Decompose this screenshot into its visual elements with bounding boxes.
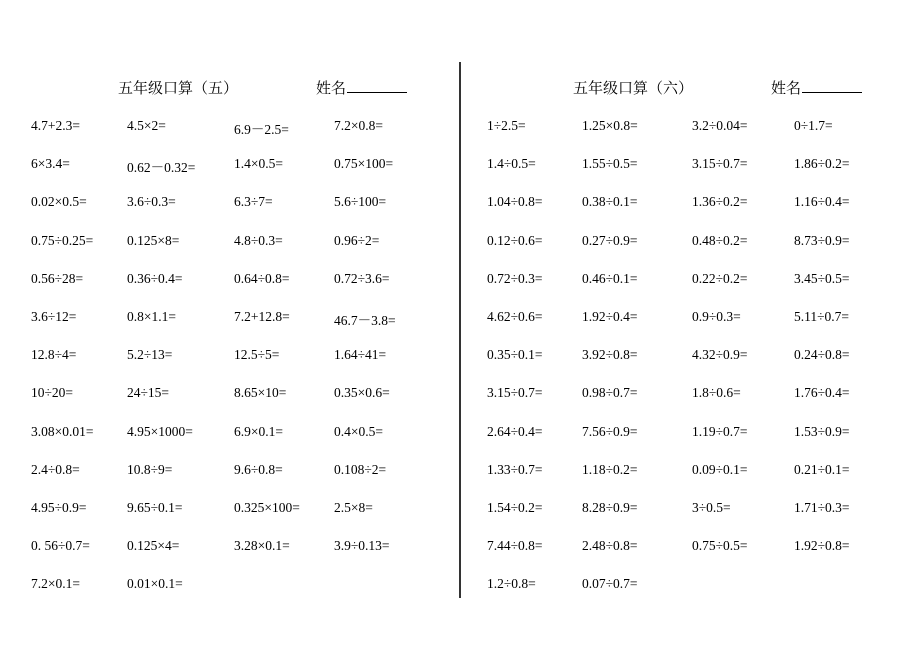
problem-row <box>0 381 460 419</box>
problem-row <box>0 534 460 572</box>
arithmetic-problem: 10.8÷9= <box>127 461 173 477</box>
arithmetic-problem: 0.125×8= <box>127 232 180 248</box>
arithmetic-problem: 1.4×0.5= <box>234 156 283 172</box>
arithmetic-problem: 1.64÷41= <box>334 347 387 363</box>
arithmetic-problem: 46.7－3.8= <box>334 312 396 328</box>
arithmetic-problem: 3.45÷0.5= <box>794 270 850 286</box>
arithmetic-problem: 1.33÷0.7= <box>487 461 543 477</box>
arithmetic-problem: 3.15÷0.7= <box>692 156 748 172</box>
problem-row <box>0 152 460 190</box>
arithmetic-problem: 3.6÷12= <box>31 308 77 324</box>
arithmetic-problem: 3.2÷0.04= <box>692 118 748 133</box>
problem-row <box>0 229 460 267</box>
problem-row <box>460 267 920 305</box>
arithmetic-problem: 1.4÷0.5= <box>487 156 536 172</box>
arithmetic-problem: 0.36÷0.4= <box>127 270 183 286</box>
arithmetic-problem: 3.28×0.1= <box>234 538 290 554</box>
name-field[interactable] <box>771 77 862 98</box>
arithmetic-problem: 1.71÷0.3= <box>794 499 850 515</box>
arithmetic-problem: 1.92÷0.8= <box>794 538 850 554</box>
arithmetic-problem: 1÷2.5= <box>487 118 526 133</box>
problem-row <box>0 496 460 534</box>
problem-grid <box>460 114 920 610</box>
arithmetic-problem: 5.2÷13= <box>127 347 173 363</box>
problem-row <box>460 496 920 534</box>
worksheet-6 <box>460 0 920 651</box>
problem-row <box>0 267 460 305</box>
arithmetic-problem: 8.65×10= <box>234 385 287 401</box>
arithmetic-problem: 6.9×0.1= <box>234 423 283 439</box>
problem-row <box>460 534 920 572</box>
arithmetic-problem: 4.7+2.3= <box>31 118 80 133</box>
arithmetic-problem: 8.73÷0.9= <box>794 232 850 248</box>
arithmetic-problem: 0÷1.7= <box>794 118 833 133</box>
arithmetic-problem: 1.55÷0.5= <box>582 156 638 172</box>
arithmetic-problem: 0.75÷0.25= <box>31 232 94 248</box>
arithmetic-problem: 2.64÷0.4= <box>487 423 543 439</box>
arithmetic-problem: 4.32÷0.9= <box>692 347 748 363</box>
problem-row <box>460 343 920 381</box>
arithmetic-problem: 1.36÷0.2= <box>692 194 748 210</box>
problem-row <box>460 458 920 496</box>
arithmetic-problem: 0.48÷0.2= <box>692 232 748 248</box>
arithmetic-problem: 1.16÷0.4= <box>794 194 850 210</box>
name-blank-line[interactable] <box>347 78 407 93</box>
problem-row <box>460 114 920 152</box>
arithmetic-problem: 9.6÷0.8= <box>234 461 283 477</box>
arithmetic-problem: 0.72÷3.6= <box>334 270 390 286</box>
problem-row <box>460 420 920 458</box>
arithmetic-problem: 3.15÷0.7= <box>487 385 543 401</box>
arithmetic-problem: 5.11÷0.7= <box>794 308 850 324</box>
arithmetic-problem: 3.6÷0.3= <box>127 194 176 210</box>
arithmetic-problem: 0.01×0.1= <box>127 576 183 592</box>
arithmetic-problem: 0.27÷0.9= <box>582 232 638 248</box>
arithmetic-problem: 0.09÷0.1= <box>692 461 748 477</box>
arithmetic-problem: 0.325×100= <box>234 499 300 515</box>
arithmetic-problem: 1.8÷0.6= <box>692 385 741 401</box>
arithmetic-problem: 0.96÷2= <box>334 232 380 248</box>
problem-grid <box>0 114 460 610</box>
worksheet-title: 五年级口算（五） <box>118 79 239 97</box>
problem-row <box>460 572 920 610</box>
arithmetic-problem: 1.54÷0.2= <box>487 499 543 515</box>
problem-row <box>460 152 920 190</box>
arithmetic-problem: 7.2×0.1= <box>31 576 80 592</box>
arithmetic-problem: 1.18÷0.2= <box>582 461 638 477</box>
arithmetic-problem: 0.62－0.32= <box>127 160 196 176</box>
arithmetic-problem: 0.8×1.1= <box>127 308 176 324</box>
arithmetic-problem: 3.92÷0.8= <box>582 347 638 363</box>
arithmetic-problem: 0. 56÷0.7= <box>31 538 90 554</box>
arithmetic-problem: 0.12÷0.6= <box>487 232 543 248</box>
arithmetic-problem: 1.19÷0.7= <box>692 423 748 439</box>
arithmetic-problem: 1.76÷0.4= <box>794 385 850 401</box>
arithmetic-problem: 1.25×0.8= <box>582 118 638 133</box>
arithmetic-problem: 0.56÷28= <box>31 270 84 286</box>
arithmetic-problem: 8.28÷0.9= <box>582 499 638 515</box>
arithmetic-problem: 5.6÷100= <box>334 194 387 210</box>
arithmetic-problem: 0.46÷0.1= <box>582 270 638 286</box>
problem-row <box>0 343 460 381</box>
problem-row <box>460 381 920 419</box>
arithmetic-problem: 1.53÷0.9= <box>794 423 850 439</box>
arithmetic-problem: 2.5×8= <box>334 499 373 515</box>
name-label: 姓名 <box>316 79 347 97</box>
problem-row <box>0 458 460 496</box>
arithmetic-problem: 2.48÷0.8= <box>582 538 638 554</box>
problem-row <box>460 190 920 228</box>
arithmetic-problem: 0.02×0.5= <box>31 194 87 210</box>
arithmetic-problem: 0.38÷0.1= <box>582 194 638 210</box>
arithmetic-problem: 0.35×0.6= <box>334 385 390 401</box>
arithmetic-problem: 1.2÷0.8= <box>487 576 536 592</box>
arithmetic-problem: 7.2+12.8= <box>234 308 290 324</box>
arithmetic-problem: 0.9÷0.3= <box>692 308 741 324</box>
arithmetic-problem: 4.5×2= <box>127 118 166 133</box>
problem-row <box>0 190 460 228</box>
problem-row <box>460 229 920 267</box>
name-blank-line[interactable] <box>802 78 862 93</box>
problem-row <box>0 572 460 610</box>
name-field[interactable] <box>316 77 407 98</box>
arithmetic-problem: 4.95×1000= <box>127 423 193 439</box>
arithmetic-problem: 3.08×0.01= <box>31 423 94 439</box>
arithmetic-problem: 0.22÷0.2= <box>692 270 748 286</box>
arithmetic-problem: 0.108÷2= <box>334 461 387 477</box>
arithmetic-problem: 6.9－2.5= <box>234 122 289 137</box>
arithmetic-problem: 4.95÷0.9= <box>31 499 87 515</box>
arithmetic-problem: 6.3÷7= <box>234 194 273 210</box>
arithmetic-problem: 0.07÷0.7= <box>582 576 638 592</box>
arithmetic-problem: 0.75÷0.5= <box>692 538 748 554</box>
arithmetic-problem: 3.9÷0.13= <box>334 538 390 554</box>
arithmetic-problem: 0.75×100= <box>334 156 394 172</box>
arithmetic-problem: 0.125×4= <box>127 538 180 554</box>
arithmetic-problem: 10÷20= <box>31 385 74 401</box>
arithmetic-problem: 0.98÷0.7= <box>582 385 638 401</box>
arithmetic-problem: 6×3.4= <box>31 156 70 172</box>
arithmetic-problem: 7.44÷0.8= <box>487 538 543 554</box>
problem-row <box>0 305 460 343</box>
arithmetic-problem: 7.56÷0.9= <box>582 423 638 439</box>
arithmetic-problem: 0.24÷0.8= <box>794 347 850 363</box>
arithmetic-problem: 24÷15= <box>127 385 170 401</box>
arithmetic-problem: 1.92÷0.4= <box>582 308 638 324</box>
arithmetic-problem: 0.21÷0.1= <box>794 461 850 477</box>
arithmetic-problem: 7.2×0.8= <box>334 118 383 133</box>
name-label: 姓名 <box>771 79 802 97</box>
arithmetic-problem: 1.86÷0.2= <box>794 156 850 172</box>
arithmetic-problem: 12.5÷5= <box>234 347 280 363</box>
arithmetic-problem: 4.62÷0.6= <box>487 308 543 324</box>
arithmetic-problem: 3÷0.5= <box>692 499 731 515</box>
arithmetic-problem: 1.04÷0.8= <box>487 194 543 210</box>
arithmetic-problem: 0.72÷0.3= <box>487 270 543 286</box>
arithmetic-problem: 4.8÷0.3= <box>234 232 283 248</box>
arithmetic-problem: 9.65÷0.1= <box>127 499 183 515</box>
worksheet-title: 五年级口算（六） <box>573 79 694 97</box>
arithmetic-problem: 2.4÷0.8= <box>31 461 80 477</box>
arithmetic-problem: 12.8÷4= <box>31 347 77 363</box>
arithmetic-problem: 0.4×0.5= <box>334 423 383 439</box>
problem-row <box>0 114 460 152</box>
problem-row <box>460 305 920 343</box>
arithmetic-problem: 0.64÷0.8= <box>234 270 290 286</box>
arithmetic-problem: 0.35÷0.1= <box>487 347 543 363</box>
problem-row <box>0 420 460 458</box>
